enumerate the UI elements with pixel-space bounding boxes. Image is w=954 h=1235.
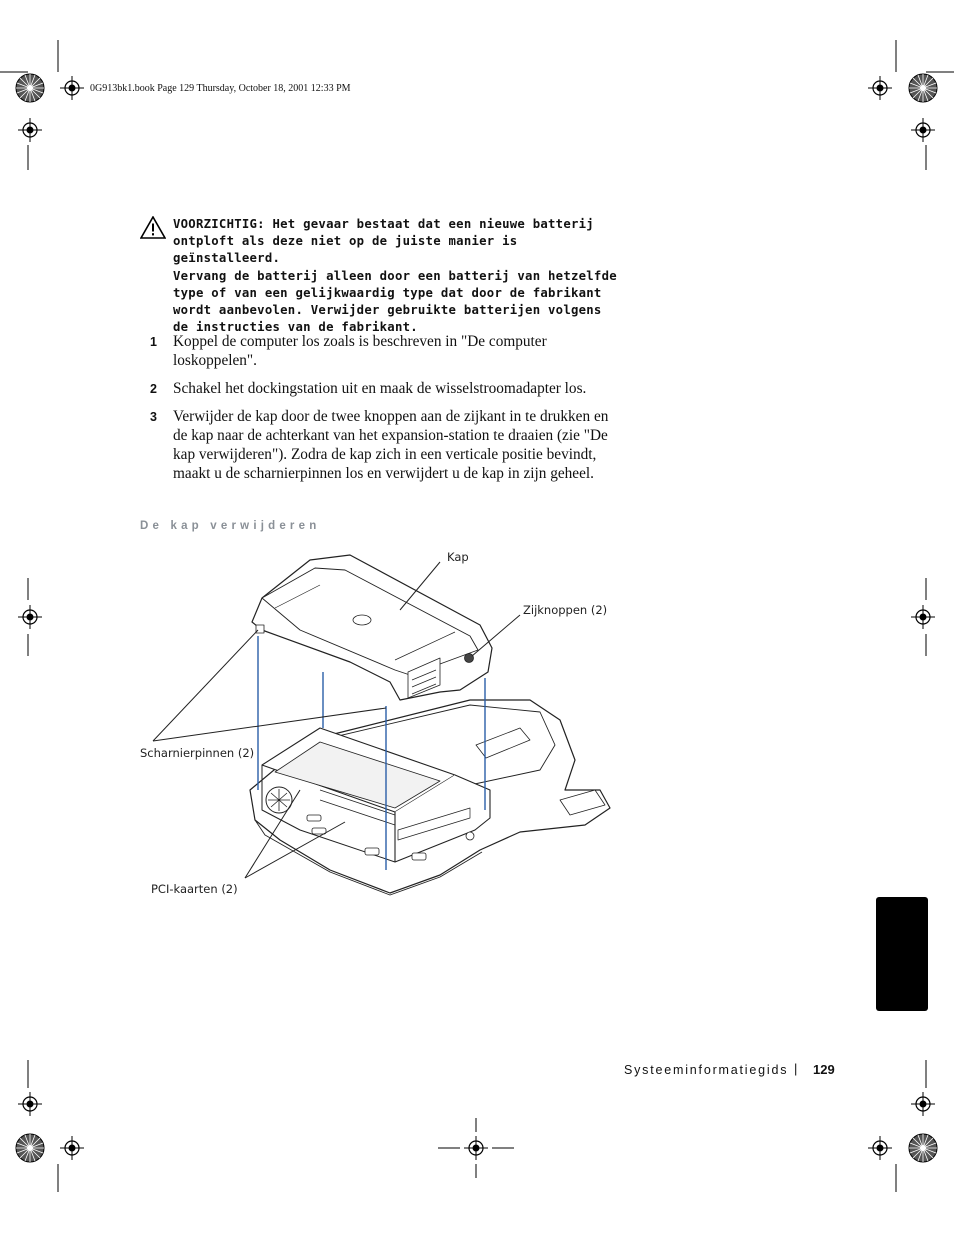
page-number: 129: [813, 1062, 835, 1077]
caution-line: type of van een gelijkwaardig type dat door de fabrikant: [173, 285, 602, 300]
caution-line: Vervang de batterij alleen door een batterij van hetzelfde: [173, 268, 617, 283]
print-header: 0G913bk1.book Page 129 Thursday, October 18, 2001 12:33 PM: [90, 83, 351, 94]
footer-guide-title: Systeeminformatiegids: [624, 1063, 789, 1077]
figure-title: De kap verwijderen: [140, 520, 321, 532]
caution-line: VOORZICHTIG: Het gevaar bestaat dat een nieuwe batterij: [173, 217, 594, 231]
caution-line: wordt aanbevolen. Verwijder gebruikte batterijen volgens: [173, 303, 602, 318]
section-tab: [876, 897, 928, 1011]
step-text: Koppel de computer los zoals is beschreven in "De computer loskoppelen".: [173, 333, 547, 369]
callout-kap: Kap: [447, 550, 469, 564]
footer-separator: |: [794, 1061, 798, 1076]
step-text: Schakel het dockingstation uit en maak de wisselstroomadapter los.: [173, 380, 587, 397]
caution-line: ontploft als deze niet op de juiste manier is geïnstalleerd.: [173, 234, 518, 266]
step-number: 2: [150, 382, 157, 396]
callout-pci-kaarten: PCI-kaarten (2): [151, 882, 238, 896]
step-number: 3: [150, 410, 157, 424]
callout-zijknoppen: Zijknoppen (2): [523, 603, 608, 617]
step-number: 1: [150, 335, 157, 349]
callout-scharnierpinnen: Scharnierpinnen (2): [140, 746, 255, 760]
caution-line: de instructies van de fabrikant.: [173, 320, 418, 335]
step-text: Verwijder de kap door de twee knoppen aan de zijkant in te drukken en de kap naar de achterkant van het expansion-station te draaien (zie "De kap verwijderen"). Zodra de kap zich in een verticale positie bevindt, maakt u de scharnierpinnen los en verwijdert u de kap in zijn geheel.: [173, 408, 609, 482]
